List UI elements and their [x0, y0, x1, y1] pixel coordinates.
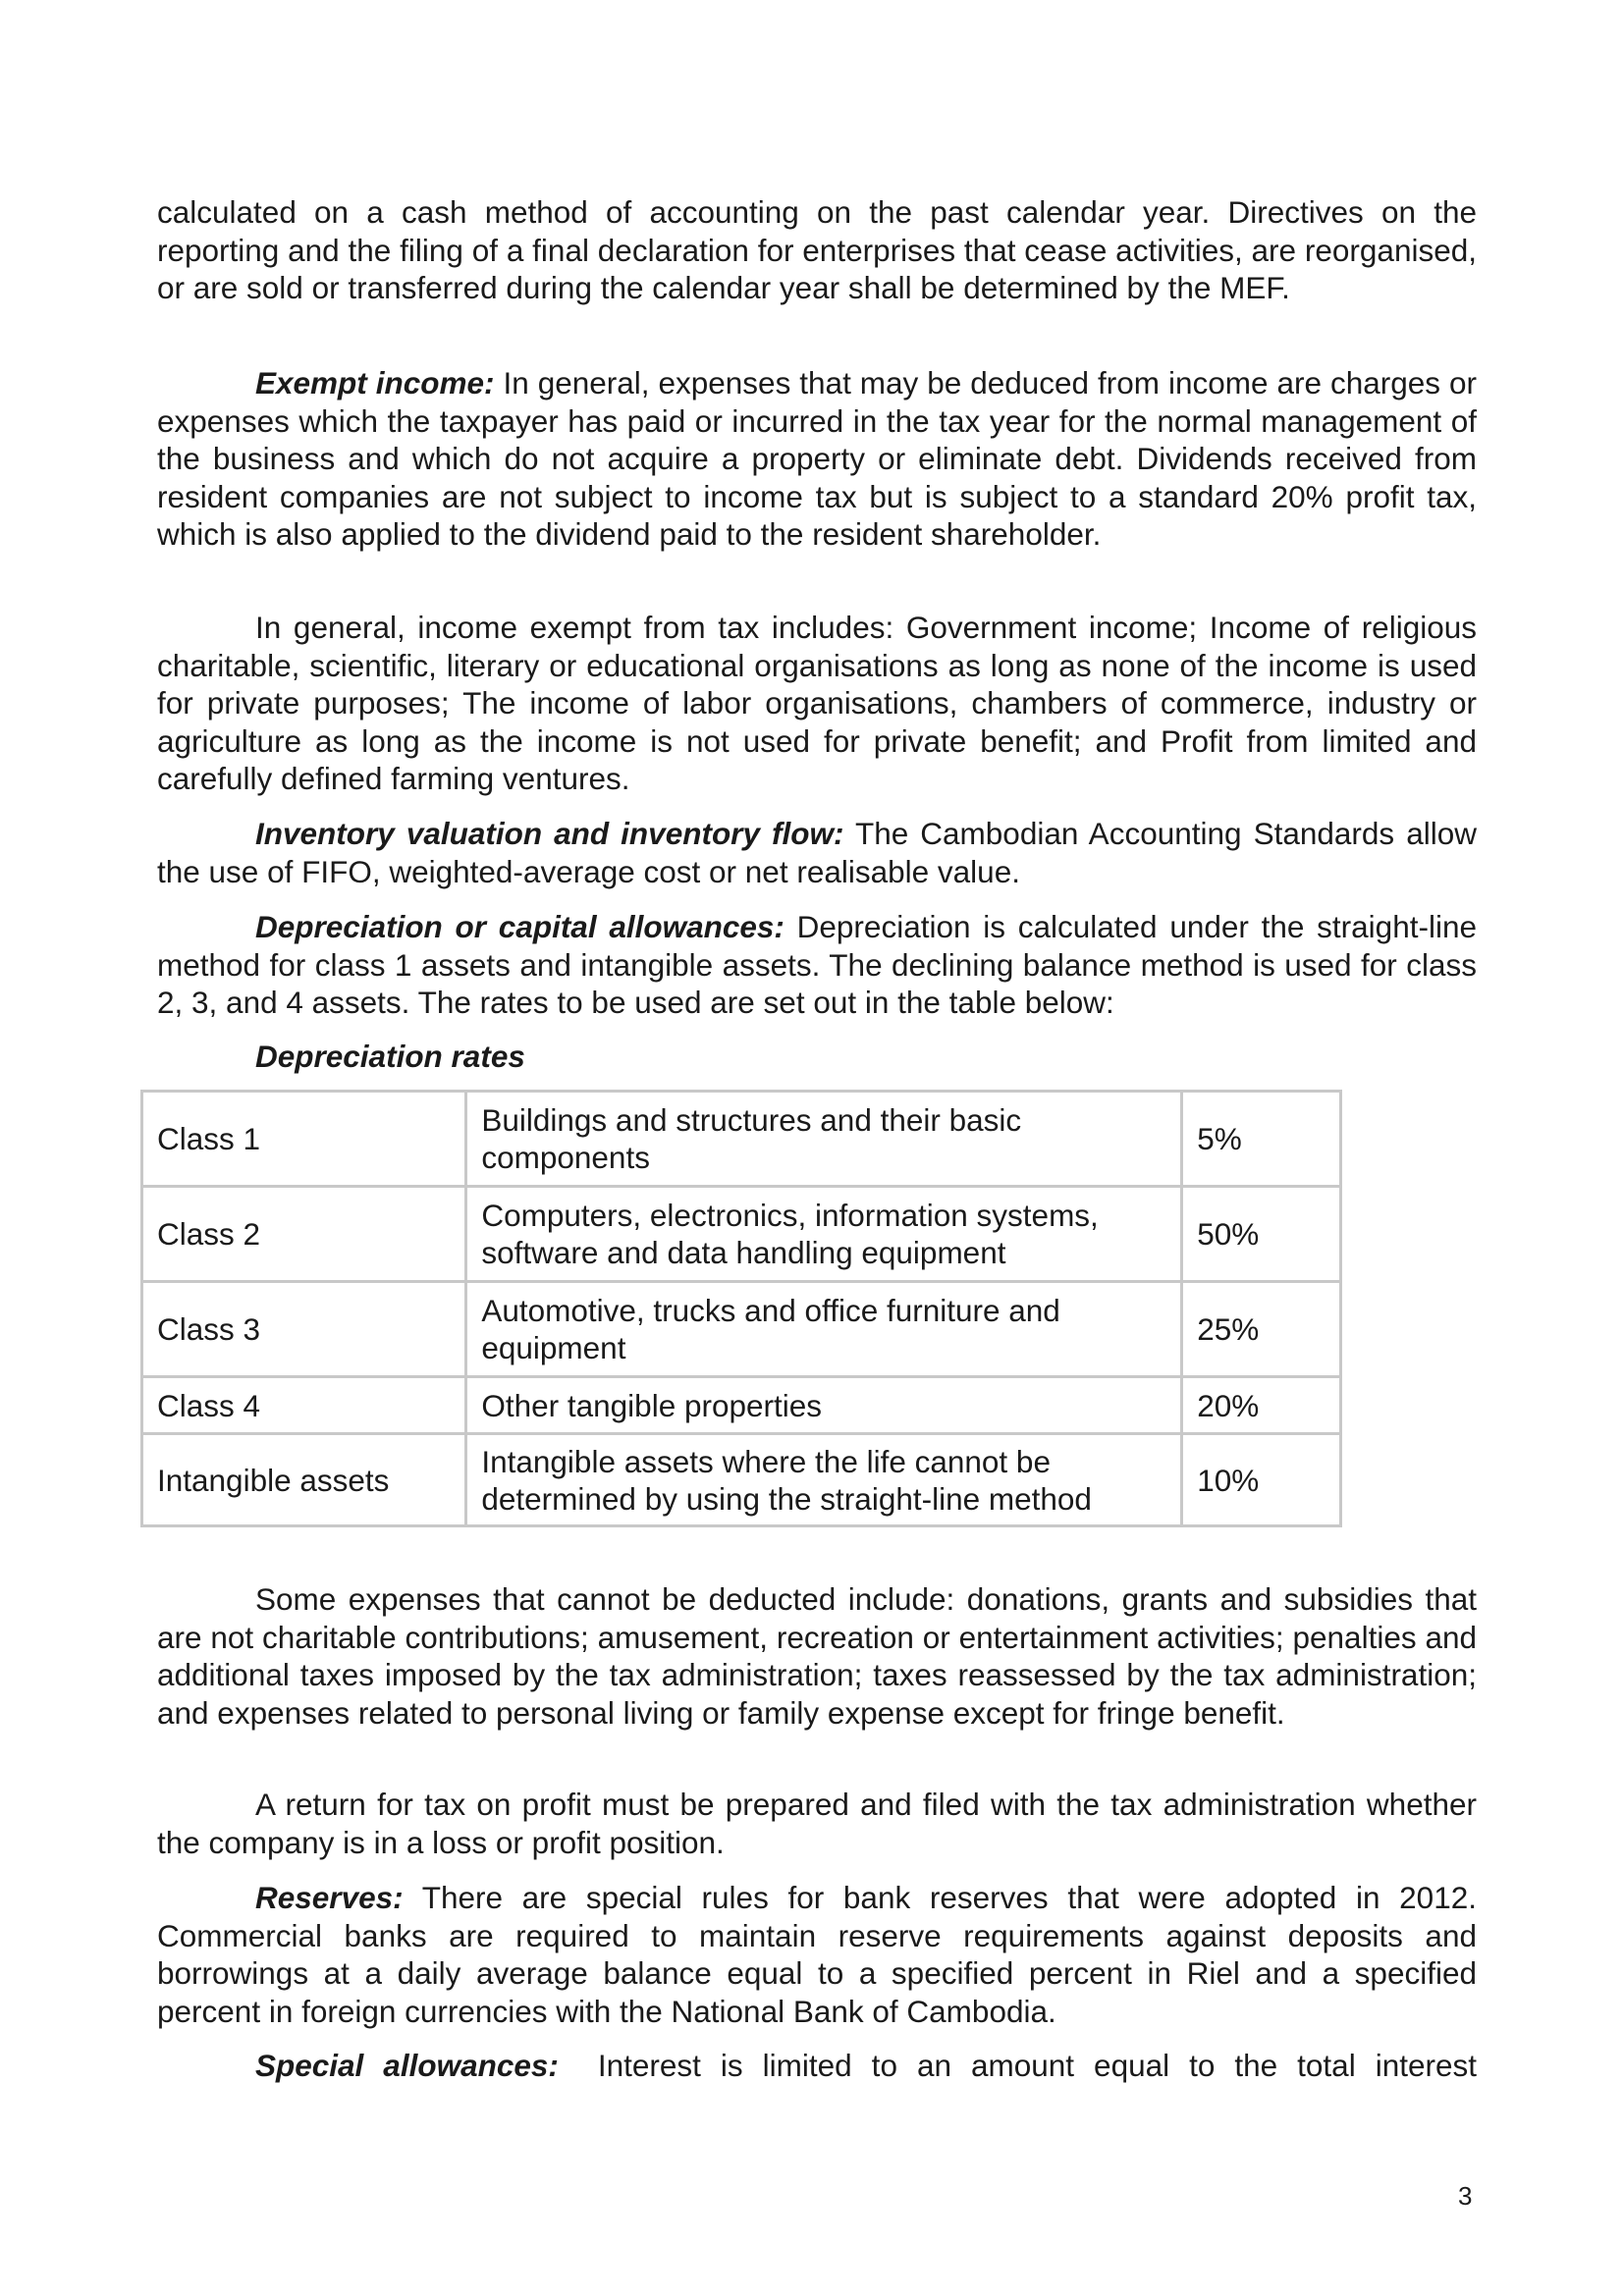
paragraph-return-filing: A return for tax on profit must be prepared and filed with the tax administration whether the company is in a loss or profit position. — [157, 1787, 1477, 1860]
paragraph-cash-method: calculated on a cash method of accounting on the past calendar year. Directives on the reporting and the filing of a final declaration for enterprises that cease activities, are reorganised, or are sold or transferred during the calendar year shall be determined by the MEF. — [157, 194, 1477, 305]
description-cell: Computers, electronics, information systems, software and data handling equipment — [466, 1187, 1182, 1282]
paragraph-reserves — [157, 1879, 1477, 2030]
text-exempt-income: In general, expenses that may be deduced from income are charges or expenses which the taxpayer has paid or incurred in the tax year for the normal management of the business and which do not acquire a property or eliminate debt. Dividends received from resident companies are not subject to income tax but is subject to a standard 20% profit tax, which is also applied to the dividend paid to the resident shareholder. — [157, 365, 1477, 552]
description-cell: Buildings and structures and their basic components — [466, 1092, 1182, 1187]
paragraph-special-allowances — [157, 2047, 1477, 2085]
lead-inventory-valuation: Inventory valuation and inventory flow: — [255, 816, 844, 851]
table-row — [142, 1377, 1341, 1434]
class-cell: Class 4 — [142, 1377, 466, 1434]
table-row — [142, 1187, 1341, 1282]
text-depreciation: Depreciation is calculated under the straight-line method for class 1 assets and intangible assets. The declining balance method is used for class 2, 3, and 4 assets. The rates to be used are set out in the table below: — [157, 909, 1477, 1020]
class-cell: Class 3 — [142, 1282, 466, 1377]
depreciation-rates-table — [140, 1090, 1342, 1527]
paragraph-depreciation — [157, 908, 1477, 1022]
table-row — [142, 1434, 1341, 1526]
table-row — [142, 1092, 1341, 1187]
paragraph-non-deductible: Some expenses that cannot be deducted include: donations, grants and subsidies that are not charitable contributions; amusement, recreation or entertainment activities; penalties and additional taxes imposed by the tax administration; taxes reassessed by the tax administration; and expenses related to personal living or family expense except for fringe benefit. — [157, 1581, 1477, 1731]
text-special-allowances: Interest is limited to an amount equal to the total interest — [558, 2048, 1477, 2083]
paragraph-income-exempt-list: In general, income exempt from tax includes: Government income; Income of religious charitable, scientific, literary or educational organisations as long as none of the income is used for private purposes; The income of labor organisations, chambers of commerce, industry or agriculture as long as the income is not used for private benefit; and Profit from limited and carefully defined farming ventures. — [157, 610, 1477, 796]
paragraph-inventory-valuation — [157, 815, 1477, 890]
lead-special-allowances: Special allowances: — [255, 2048, 559, 2083]
text-inventory-valuation: The Cambodian Accounting Standards allow the use of FIFO, weighted-average cost or net realisable value. — [157, 816, 1477, 889]
lead-depreciation: Depreciation or capital allowances: — [255, 909, 784, 944]
class-cell: Class 2 — [142, 1187, 466, 1282]
rate-cell: 5% — [1182, 1092, 1341, 1187]
class-cell: Class 1 — [142, 1092, 466, 1187]
text-reserves: There are special rules for bank reserves that were adopted in 2012. Commercial banks are required to maintain reserve requirements against deposits and borrowings at a daily average balance equal to a specified percent in Riel and a specified percent in foreign currencies with the National Bank of Cambodia. — [157, 1880, 1477, 2029]
table-row — [142, 1282, 1341, 1377]
rate-cell: 20% — [1182, 1377, 1341, 1434]
description-cell: Automotive, trucks and office furniture and equipment — [466, 1282, 1182, 1377]
lead-reserves: Reserves: — [255, 1880, 404, 1915]
rate-cell: 25% — [1182, 1282, 1341, 1377]
class-cell: Intangible assets — [142, 1434, 466, 1526]
rate-cell: 10% — [1182, 1434, 1341, 1526]
table-title: Depreciation rates — [255, 1039, 525, 1074]
page-number: 3 — [1458, 2181, 1473, 2211]
lead-exempt-income: Exempt income: — [255, 365, 495, 400]
description-cell: Intangible assets where the life cannot be determined by using the straight-line method — [466, 1434, 1182, 1526]
description-cell: Other tangible properties — [466, 1377, 1182, 1434]
rate-cell: 50% — [1182, 1187, 1341, 1282]
paragraph-exempt-income — [157, 364, 1477, 554]
